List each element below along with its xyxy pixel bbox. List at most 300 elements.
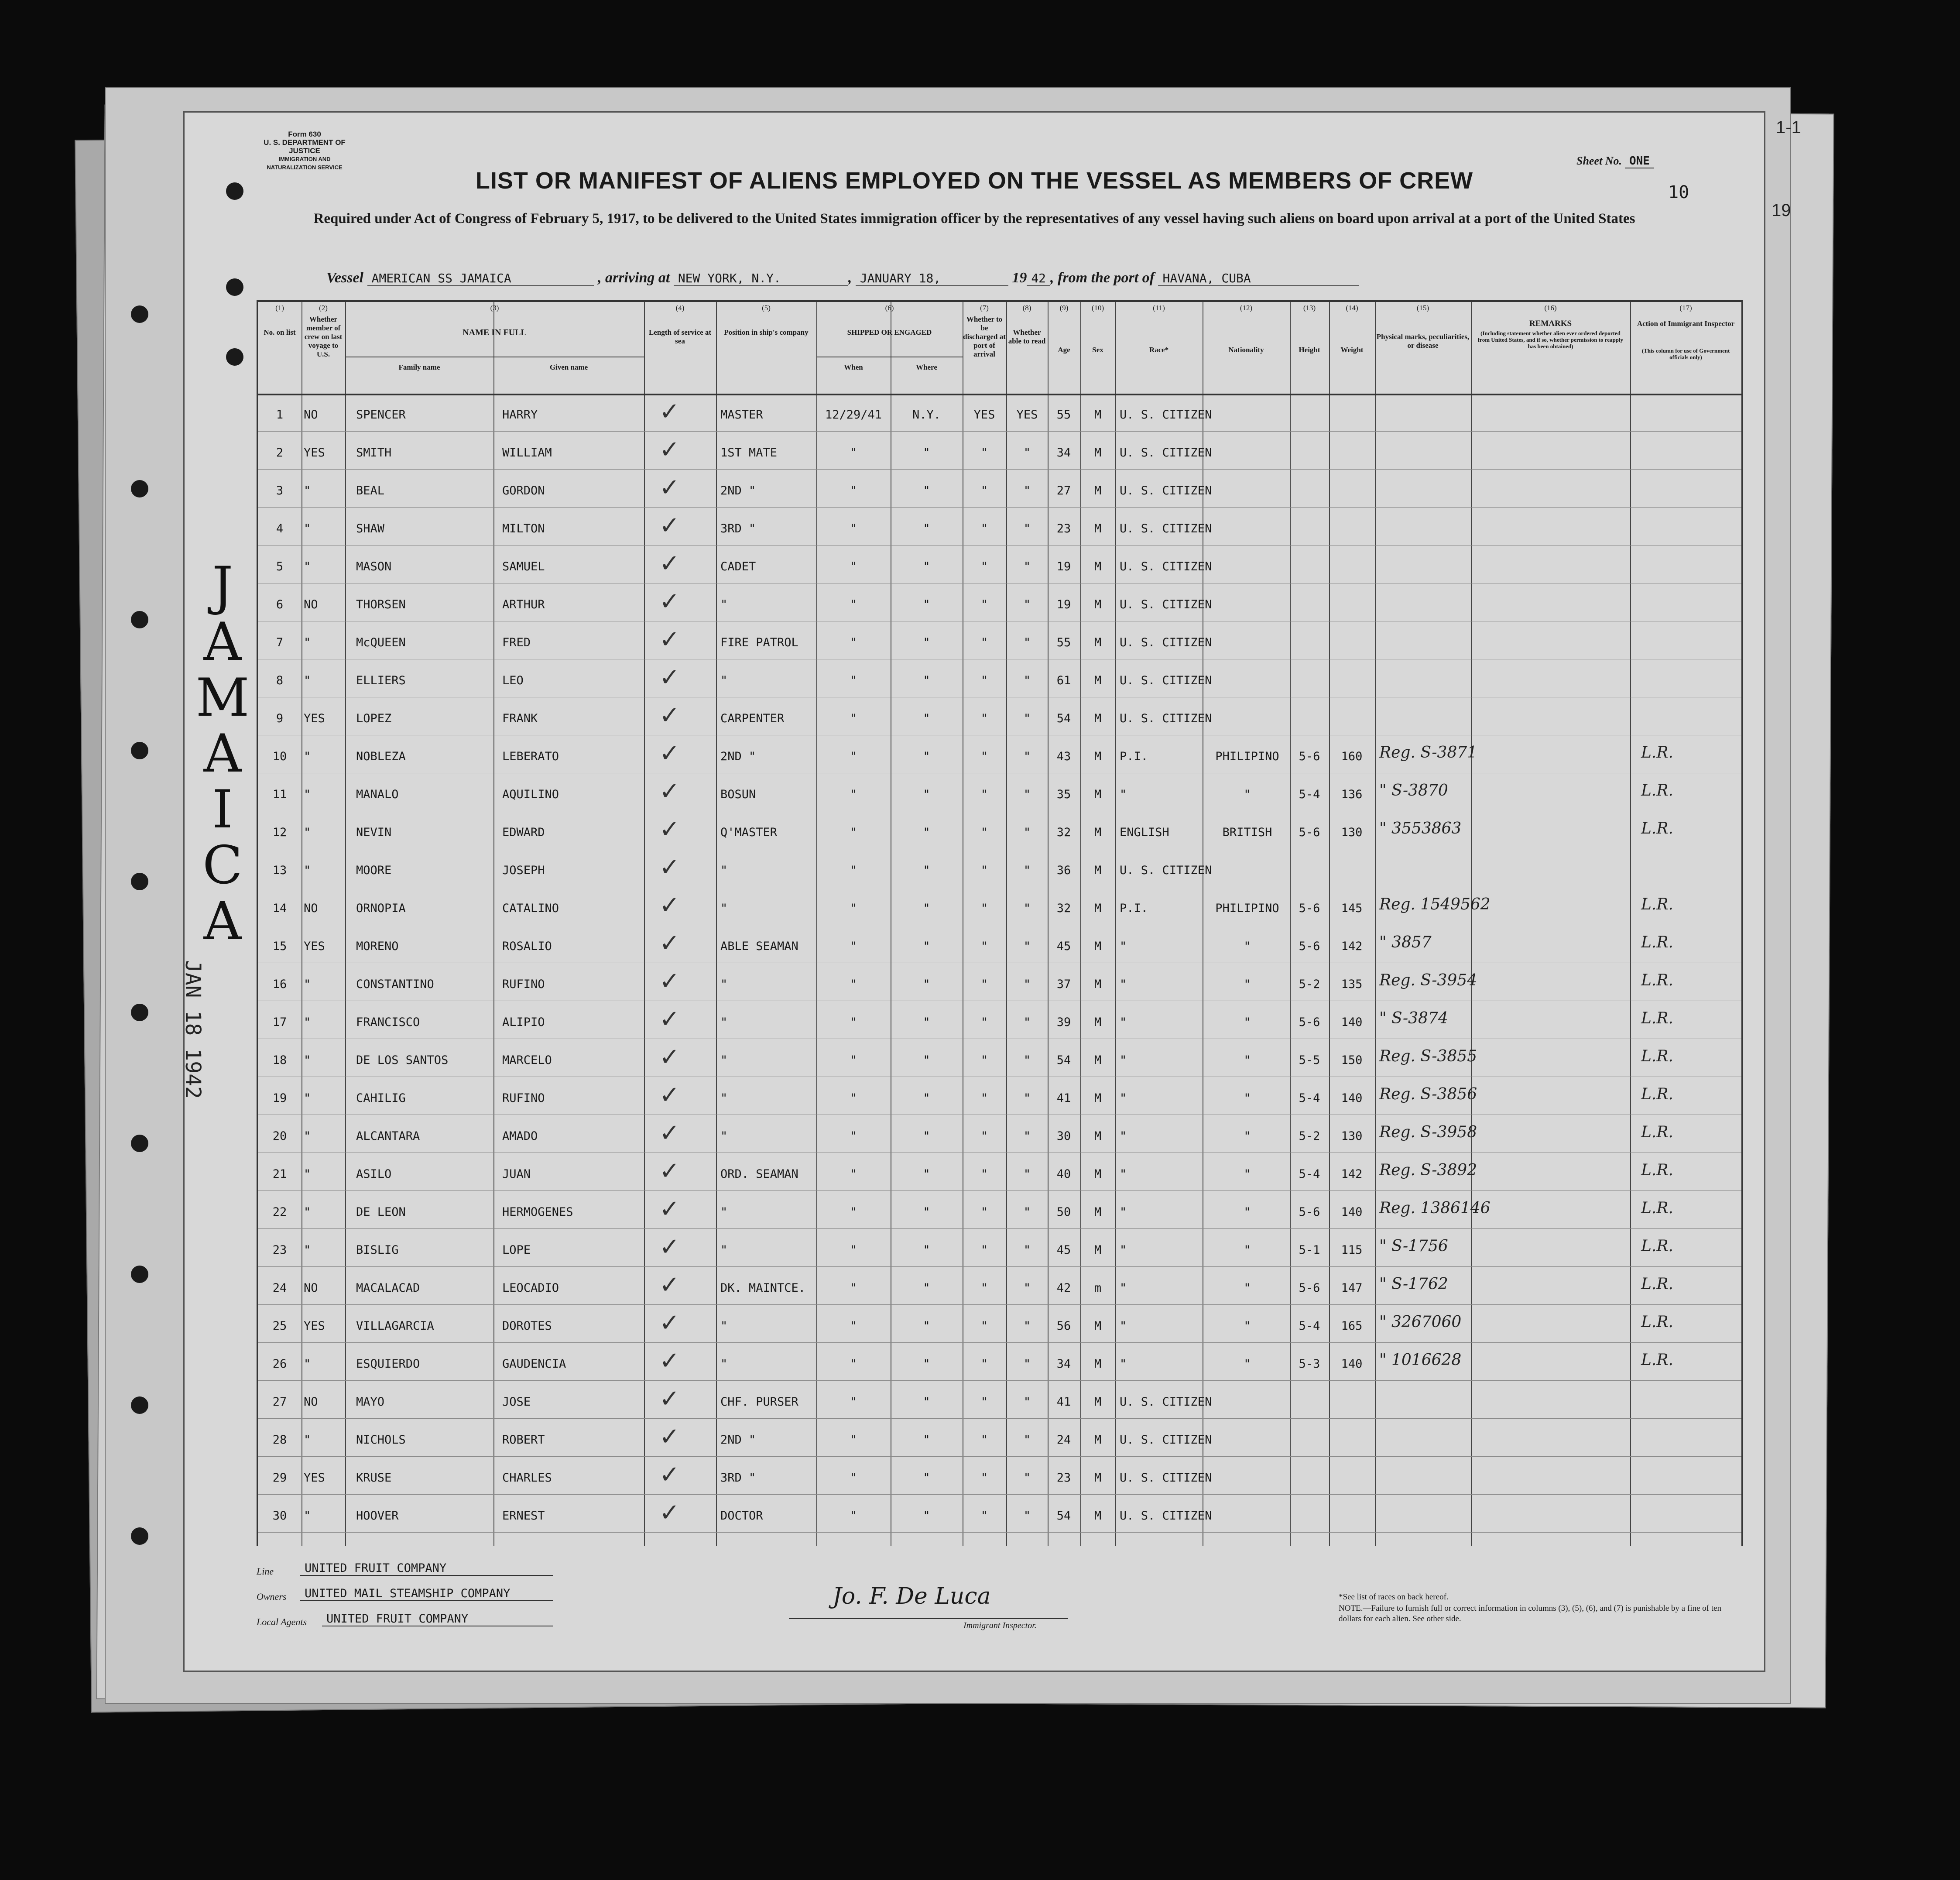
- discharged: ": [980, 1395, 988, 1409]
- physical-marks: Reg. S-3871: [1379, 744, 1477, 762]
- height: 5-5: [1299, 1053, 1320, 1067]
- discharged: ": [980, 1471, 988, 1485]
- age: 32: [1056, 826, 1071, 839]
- header-family-name: Family name: [398, 363, 440, 371]
- race: ": [1120, 1281, 1127, 1295]
- punch-hole: [131, 873, 148, 890]
- shipped-when: ": [850, 1395, 857, 1409]
- shipped-where: ": [923, 940, 930, 953]
- able-to-read: ": [1023, 1015, 1031, 1029]
- height: 5-6: [1299, 902, 1320, 915]
- position: ": [720, 1357, 728, 1371]
- row-number: 26: [272, 1357, 287, 1371]
- discharged: ": [980, 1053, 988, 1067]
- column-number: (9): [1059, 304, 1069, 312]
- last-voyage: ": [304, 560, 311, 573]
- column-number: (13): [1303, 304, 1316, 312]
- check-mark-icon: ✓: [659, 967, 680, 995]
- family-name: ELLIERS: [356, 674, 406, 687]
- last-voyage: NO: [304, 598, 318, 611]
- row-number: 21: [272, 1167, 287, 1181]
- physical-marks: " S-1756: [1379, 1237, 1448, 1255]
- able-to-read: ": [1023, 1319, 1031, 1333]
- check-mark-icon: ✓: [659, 1005, 680, 1033]
- able-to-read: ": [1023, 750, 1031, 763]
- shipped-when: ": [850, 1129, 857, 1143]
- from-label: , from the port of: [1050, 270, 1155, 286]
- position: ": [720, 864, 728, 877]
- punch-hole: [131, 1396, 148, 1414]
- nationality: ": [1244, 1281, 1251, 1295]
- given-name: ARTHUR: [502, 598, 545, 611]
- row-number: 6: [276, 598, 284, 611]
- discharged: ": [980, 864, 988, 877]
- inspector-signature: Jo. F. De Luca: [833, 1583, 991, 1609]
- table-row: [258, 1269, 1741, 1305]
- position: BOSUN: [720, 788, 756, 801]
- given-name: ERNEST: [502, 1509, 545, 1523]
- sex: M: [1094, 1319, 1102, 1333]
- shipped-when: ": [850, 750, 857, 763]
- row-number: 24: [272, 1281, 287, 1295]
- age: 54: [1056, 712, 1071, 725]
- shipped-when: ": [850, 826, 857, 839]
- last-voyage: NO: [304, 902, 318, 915]
- table-row: [258, 700, 1741, 735]
- race: ": [1120, 978, 1127, 991]
- sex: M: [1094, 1015, 1102, 1029]
- crew-table: [257, 300, 1743, 1546]
- table-row: [258, 1155, 1741, 1191]
- given-name: ALIPIO: [502, 1015, 545, 1029]
- position: Q'MASTER: [720, 826, 778, 839]
- table-row: [258, 889, 1741, 925]
- last-voyage: ": [304, 1015, 311, 1029]
- last-voyage: ": [304, 1357, 311, 1371]
- shipped-where: ": [923, 1243, 930, 1257]
- vessel-line: Vessel AMERICAN SS JAMAICA , arriving at NEW YORK, N.Y. , JANUARY 18, 19 42 , from the port of HAVANA, CUBA: [326, 270, 1635, 286]
- punch-hole: [131, 1135, 148, 1152]
- weight: 115: [1341, 1243, 1363, 1257]
- column-number: (8): [1022, 304, 1031, 312]
- shipped-where: ": [923, 1319, 930, 1333]
- inspector-action: L.R.: [1641, 933, 1673, 951]
- last-voyage: NO: [304, 1395, 318, 1409]
- table-row: [258, 1079, 1741, 1115]
- punch-hole: [226, 348, 243, 366]
- able-to-read: ": [1023, 674, 1031, 687]
- nationality: PHILIPINO: [1215, 902, 1279, 915]
- race: ENGLISH: [1120, 826, 1169, 839]
- family-name: CAHILIG: [356, 1091, 406, 1105]
- check-mark-icon: ✓: [659, 587, 680, 616]
- agents-value: UNITED FRUIT COMPANY: [322, 1612, 553, 1626]
- given-name: JOSE: [502, 1395, 531, 1409]
- given-name: JOSEPH: [502, 864, 545, 877]
- row-number: 29: [272, 1471, 287, 1485]
- header-discharged: Whether to be discharged at port of arrival: [963, 315, 1006, 358]
- able-to-read: ": [1023, 826, 1031, 839]
- shipped-where: ": [923, 826, 930, 839]
- position: CARPENTER: [720, 712, 785, 725]
- given-name: AQUILINO: [502, 788, 559, 801]
- discharged: ": [980, 788, 988, 801]
- header-age: Age: [1058, 346, 1070, 354]
- last-voyage: ": [304, 1053, 311, 1067]
- shipped-where: ": [923, 560, 930, 573]
- height: 5-3: [1299, 1357, 1320, 1371]
- check-mark-icon: ✓: [659, 777, 680, 806]
- last-voyage: ": [304, 864, 311, 877]
- check-mark-icon: ✓: [659, 1347, 680, 1375]
- column-number: (10): [1091, 304, 1104, 312]
- header-no: No. on list: [264, 328, 296, 336]
- punch-hole: [131, 480, 148, 497]
- table-row: [258, 1003, 1741, 1039]
- able-to-read: ": [1023, 1091, 1031, 1105]
- sex: M: [1094, 1167, 1102, 1181]
- row-number: 25: [272, 1319, 287, 1333]
- family-name: ALCANTARA: [356, 1129, 420, 1143]
- race: ": [1120, 1053, 1127, 1067]
- able-to-read: ": [1023, 940, 1031, 953]
- family-name: MANALO: [356, 788, 399, 801]
- vessel-label: Vessel: [326, 270, 363, 286]
- physical-marks: " S-3870: [1379, 782, 1448, 799]
- column-number: (12): [1240, 304, 1253, 312]
- shipped-where: ": [923, 712, 930, 725]
- header-height: Height: [1299, 346, 1320, 354]
- shipped-where: N.Y.: [912, 408, 941, 422]
- table-header: [258, 302, 1741, 395]
- family-name: KRUSE: [356, 1471, 392, 1485]
- physical-marks: Reg. S-3954: [1379, 971, 1477, 989]
- owners-label: Owners: [257, 1591, 287, 1602]
- given-name: HERMOGENES: [502, 1205, 573, 1219]
- height: 5-4: [1299, 1167, 1320, 1181]
- table-row: [258, 775, 1741, 811]
- table-row: [258, 1193, 1741, 1229]
- check-mark-icon: ✓: [659, 436, 680, 464]
- nationality: ": [1244, 1167, 1251, 1181]
- header-action: Action of Immigrant Inspector: [1637, 319, 1735, 328]
- header-race: Race*: [1149, 346, 1169, 354]
- age: 32: [1056, 902, 1071, 915]
- date-value: JANUARY 18,: [856, 271, 1008, 286]
- family-name: BISLIG: [356, 1243, 399, 1257]
- last-voyage: ": [304, 522, 311, 535]
- header-where: Where: [916, 363, 937, 371]
- row-number: 20: [272, 1129, 287, 1143]
- table-row: [258, 1307, 1741, 1343]
- position: 1ST MATE: [720, 446, 778, 460]
- sex: M: [1094, 940, 1102, 953]
- row-number: 14: [272, 902, 287, 915]
- check-mark-icon: ✓: [659, 1119, 680, 1147]
- family-name: SMITH: [356, 446, 392, 460]
- sheet-label: Sheet No.: [1576, 154, 1622, 167]
- discharged: ": [980, 560, 988, 573]
- family-name: McQUEEN: [356, 636, 406, 649]
- family-name: SPENCER: [356, 408, 406, 422]
- check-mark-icon: ✓: [659, 929, 680, 957]
- shipped-when: ": [850, 674, 857, 687]
- position: ": [720, 1091, 728, 1105]
- table-row: [258, 434, 1741, 470]
- weight: 160: [1341, 750, 1363, 763]
- discharged: ": [980, 902, 988, 915]
- column-number: (1): [275, 304, 284, 312]
- last-voyage: ": [304, 1167, 311, 1181]
- header-when: When: [844, 363, 863, 371]
- sex: M: [1094, 560, 1102, 573]
- sex: M: [1094, 750, 1102, 763]
- age: 34: [1056, 446, 1071, 460]
- sex: M: [1094, 1395, 1102, 1409]
- discharged: ": [980, 978, 988, 991]
- margin-ship-name: J A M A I C A: [195, 556, 250, 952]
- header-position: Position in ship's company: [724, 328, 809, 336]
- page-title: LIST OR MANIFEST OF ALIENS EMPLOYED ON THE VESSEL AS MEMBERS OF CREW: [475, 168, 1473, 194]
- stamp-number: 10: [1668, 182, 1689, 202]
- check-mark-icon: ✓: [659, 1385, 680, 1413]
- discharged: ": [980, 446, 988, 460]
- able-to-read: ": [1023, 598, 1031, 611]
- last-voyage: ": [304, 636, 311, 649]
- given-name: LEOCADIO: [502, 1281, 559, 1295]
- sex: M: [1094, 1129, 1102, 1143]
- table-row: [258, 1117, 1741, 1153]
- table-row: [258, 396, 1741, 432]
- physical-marks: " 3267060: [1379, 1313, 1462, 1331]
- inspector-action: L.R.: [1641, 1123, 1673, 1141]
- shipped-where: ": [923, 1167, 930, 1181]
- age: 41: [1056, 1395, 1071, 1409]
- sex: m: [1094, 1281, 1102, 1295]
- last-voyage: ": [304, 484, 311, 497]
- discharged: ": [980, 674, 988, 687]
- check-mark-icon: ✓: [659, 1233, 680, 1261]
- race: ": [1120, 1167, 1127, 1181]
- height: 5-6: [1299, 1015, 1320, 1029]
- sex: M: [1094, 1433, 1102, 1447]
- shipped-where: ": [923, 1205, 930, 1219]
- family-name: ASILO: [356, 1167, 392, 1181]
- able-to-read: ": [1023, 1509, 1031, 1523]
- page-subtitle: Required under Act of Congress of February 5, 1917, to be delivered to the United States immigration officer by the representatives of any vessel having such aliens on board upon arrival at a port of the United States: [313, 211, 1635, 226]
- family-name: DE LEON: [356, 1205, 406, 1219]
- position: ": [720, 674, 728, 687]
- shipped-where: ": [923, 750, 930, 763]
- able-to-read: ": [1023, 864, 1031, 877]
- weight: 130: [1341, 1129, 1363, 1143]
- family-name: THORSEN: [356, 598, 406, 611]
- agents-label: Local Agents: [257, 1616, 307, 1627]
- header-sex: Sex: [1092, 346, 1103, 354]
- last-voyage: ": [304, 674, 311, 687]
- nationality: ": [1244, 1015, 1251, 1029]
- able-to-read: ": [1023, 1129, 1031, 1143]
- given-name: LOPE: [502, 1243, 531, 1257]
- race: P.I.: [1120, 902, 1148, 915]
- table-row: [258, 662, 1741, 697]
- sex: M: [1094, 598, 1102, 611]
- physical-marks: Reg. S-3855: [1379, 1047, 1477, 1065]
- given-name: RUFINO: [502, 1091, 545, 1105]
- column-number: (17): [1679, 304, 1692, 312]
- manifest-form: [183, 111, 1765, 1672]
- line-value: UNITED FRUIT COMPANY: [300, 1561, 553, 1576]
- given-name: MARCELO: [502, 1053, 552, 1067]
- position: ": [720, 1015, 728, 1029]
- last-voyage: ": [304, 826, 311, 839]
- inspector-label: Immigrant Inspector.: [963, 1621, 1037, 1630]
- shipped-where: ": [923, 598, 930, 611]
- discharged: ": [980, 1357, 988, 1371]
- shipped-when: ": [850, 636, 857, 649]
- race: ": [1120, 1015, 1127, 1029]
- discharged: ": [980, 940, 988, 953]
- sex: M: [1094, 902, 1102, 915]
- inspector-action: L.R.: [1641, 1199, 1673, 1217]
- age: 23: [1056, 1471, 1071, 1485]
- discharged: ": [980, 1509, 988, 1523]
- shipped-when: ": [850, 1357, 857, 1371]
- shipped-when: 12/29/41: [825, 408, 882, 422]
- height: 5-1: [1299, 1243, 1320, 1257]
- table-row: [258, 1421, 1741, 1457]
- given-name: WILLIAM: [502, 446, 552, 460]
- age: 45: [1056, 1243, 1071, 1257]
- header-remarks-note: (Including statement whether alien ever ordered deported from United States, and if so, whether permission to reapply has been obtained): [1477, 330, 1624, 350]
- sex: M: [1094, 1243, 1102, 1257]
- table-row: [258, 548, 1741, 583]
- family-name: ESQUIERDO: [356, 1357, 420, 1371]
- race: U. S. CITIZEN: [1120, 522, 1212, 535]
- family-name: BEAL: [356, 484, 385, 497]
- table-row: [258, 1383, 1741, 1419]
- check-mark-icon: ✓: [659, 398, 680, 426]
- table-row: [258, 851, 1741, 887]
- department-name: U. S. DEPARTMENT OF JUSTICE: [264, 138, 346, 155]
- column-number: (16): [1544, 304, 1557, 312]
- row-number: 23: [272, 1243, 287, 1257]
- shipped-when: ": [850, 446, 857, 460]
- able-to-read: ": [1023, 1357, 1031, 1371]
- given-name: GORDON: [502, 484, 545, 497]
- family-name: MORENO: [356, 940, 399, 953]
- column-number: (2): [319, 304, 328, 312]
- corner-number-top: 1-1: [1776, 118, 1801, 137]
- shipped-when: ": [850, 1091, 857, 1105]
- check-mark-icon: ✓: [659, 1423, 680, 1451]
- row-number: 30: [272, 1509, 287, 1523]
- check-mark-icon: ✓: [659, 1157, 680, 1185]
- check-mark-icon: ✓: [659, 473, 680, 502]
- last-voyage: ": [304, 978, 311, 991]
- shipped-where: ": [923, 522, 930, 535]
- weight: 165: [1341, 1319, 1363, 1333]
- nationality: BRITISH: [1222, 826, 1272, 839]
- discharged: ": [980, 484, 988, 497]
- inspector-action: L.R.: [1641, 1047, 1673, 1065]
- last-voyage: YES: [304, 446, 325, 460]
- family-name: MACALACAD: [356, 1281, 420, 1295]
- column-number: (3): [490, 304, 499, 312]
- discharged: ": [980, 1205, 988, 1219]
- discharged: ": [980, 1319, 988, 1333]
- age: 43: [1056, 750, 1071, 763]
- weight: 140: [1341, 1357, 1363, 1371]
- race: ": [1120, 1319, 1127, 1333]
- age: 23: [1056, 522, 1071, 535]
- shipped-where: ": [923, 902, 930, 915]
- vessel-value: AMERICAN SS JAMAICA: [367, 271, 594, 286]
- check-mark-icon: ✓: [659, 815, 680, 844]
- age: 56: [1056, 1319, 1071, 1333]
- family-name: NICHOLS: [356, 1433, 406, 1447]
- shipped-when: ": [850, 1243, 857, 1257]
- header-length-service: Length of service at sea: [648, 328, 712, 345]
- family-name: HOOVER: [356, 1509, 399, 1523]
- inspector-action: L.R.: [1641, 1009, 1673, 1027]
- race: U. S. CITIZEN: [1120, 484, 1212, 497]
- age: 54: [1056, 1053, 1071, 1067]
- nationality: PHILIPINO: [1215, 750, 1279, 763]
- position: ": [720, 1053, 728, 1067]
- shipped-when: ": [850, 1053, 857, 1067]
- height: 5-4: [1299, 788, 1320, 801]
- weight: 145: [1341, 902, 1363, 915]
- age: 55: [1056, 636, 1071, 649]
- shipped-where: ": [923, 1357, 930, 1371]
- weight: 140: [1341, 1091, 1363, 1105]
- sex: M: [1094, 408, 1102, 422]
- able-to-read: ": [1023, 1471, 1031, 1485]
- able-to-read: ": [1023, 1433, 1031, 1447]
- position: 3RD ": [720, 522, 756, 535]
- shipped-where: ": [923, 978, 930, 991]
- age: 34: [1056, 1357, 1071, 1371]
- check-mark-icon: ✓: [659, 625, 680, 654]
- position: ABLE SEAMAN: [720, 940, 798, 953]
- able-to-read: ": [1023, 712, 1031, 725]
- inspector-action: L.R.: [1641, 1237, 1673, 1255]
- race: U. S. CITIZEN: [1120, 674, 1212, 687]
- discharged: ": [980, 1433, 988, 1447]
- header-remarks: REMARKS: [1529, 319, 1572, 328]
- table-row: [258, 927, 1741, 963]
- family-name: VILLAGARCIA: [356, 1319, 434, 1333]
- shipped-when: ": [850, 978, 857, 991]
- row-number: 19: [272, 1091, 287, 1105]
- age: 19: [1056, 598, 1071, 611]
- sex: M: [1094, 826, 1102, 839]
- able-to-read: YES: [1016, 408, 1038, 422]
- family-name: SHAW: [356, 522, 385, 535]
- age: 27: [1056, 484, 1071, 497]
- arriving-value: NEW YORK, N.Y.: [674, 271, 848, 286]
- family-name: MOORE: [356, 864, 392, 877]
- check-mark-icon: ✓: [659, 853, 680, 882]
- row-number: 3: [276, 484, 284, 497]
- check-mark-icon: ✓: [659, 663, 680, 692]
- weight: 142: [1341, 1167, 1363, 1181]
- race: U. S. CITIZEN: [1120, 1509, 1212, 1523]
- race: U. S. CITIZEN: [1120, 560, 1212, 573]
- sheet-number: [1576, 154, 1654, 168]
- row-number: 5: [276, 560, 284, 573]
